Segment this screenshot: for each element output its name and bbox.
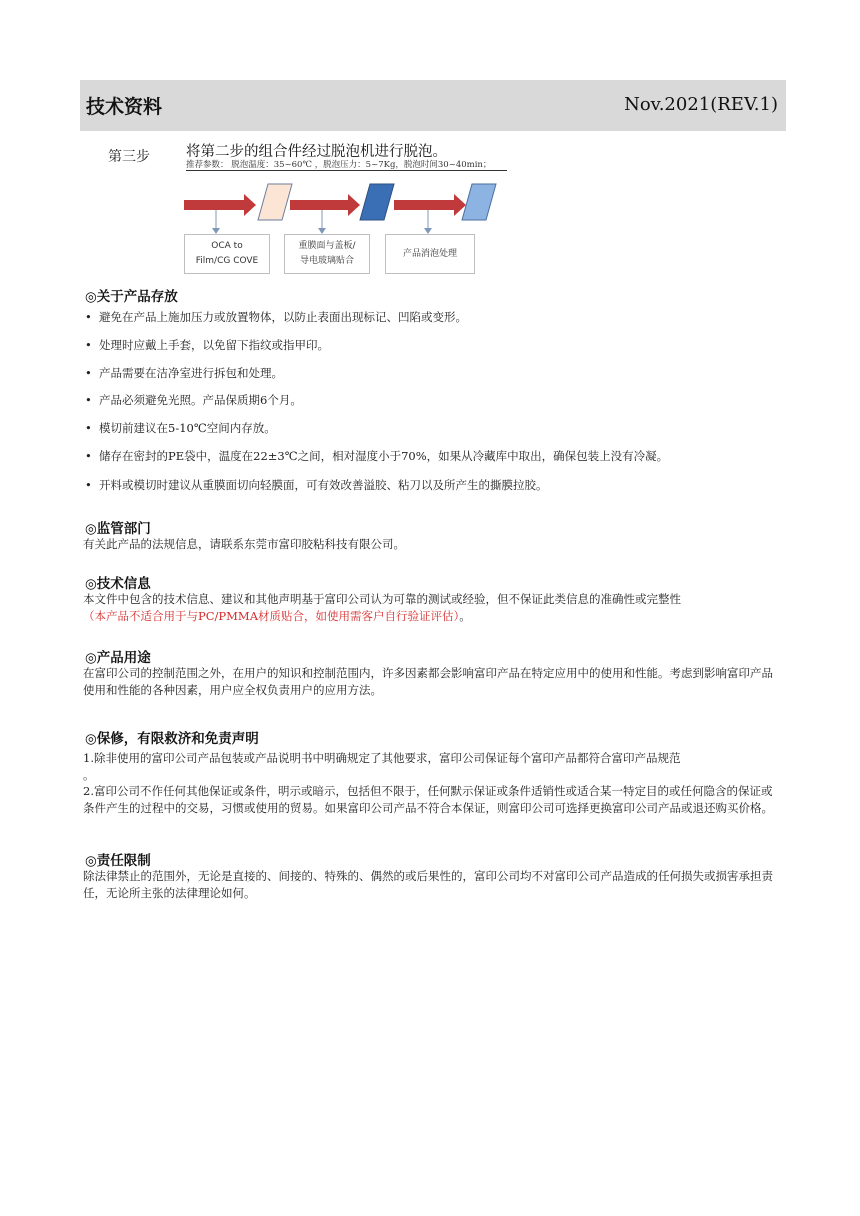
box-3-line1: 产品消泡处理 (402, 248, 457, 259)
stage-parallelogram-1 (258, 184, 292, 220)
techinfo-title: ◎技术信息 (85, 576, 151, 592)
storage-item (85, 448, 668, 464)
doc-title: 技术资料 (86, 96, 163, 118)
storage-item-text: 产品需要在洁净室进行拆包和处理。 (99, 366, 283, 380)
storage-item (85, 365, 283, 381)
warranty-title: ◎保修，有限救济和免责声明 (85, 731, 259, 747)
flow-arrow-2 (290, 194, 360, 216)
page-header (80, 80, 786, 131)
step-params: 推荐参数： 脱泡温度：35~60℃ ，脱泡压力：5~7Kg，脱泡时间30~40min； (186, 158, 507, 171)
storage-item (85, 337, 329, 353)
bullet-dot: • (85, 338, 92, 352)
techinfo-note-end: 。 (459, 609, 471, 623)
connector-1 (212, 210, 220, 234)
storage-item-text: 模切前建议在5-10℃空间内存放。 (99, 421, 276, 435)
storage-item-text: 开料或模切时建议从重膜面切向轻膜面，可有效改善溢胶、粘刀以及所产生的撕膜拉胶。 (99, 478, 548, 492)
box-2-line1: 重膜面与盖板/ (298, 241, 356, 251)
warranty-p1-end: 。 (83, 768, 95, 782)
storage-item (85, 392, 302, 408)
diagram-box-1 (184, 234, 270, 274)
bullet-dot: • (85, 449, 92, 463)
box-1-line2: Film/CG COVE (195, 256, 259, 266)
bullet-dot: • (85, 478, 92, 492)
connector-2 (318, 210, 326, 234)
diagram-box-3 (385, 234, 475, 274)
flow-arrow-1 (184, 194, 256, 216)
box-1-line1: OCA to (211, 241, 243, 251)
usage-text: 在富印公司的控制范围之外，在用户的知识和控制范围内，许多因素都会影响富印产品在特定应用中的使用和性能。考虑到影响富印产品使用和性能的各种因素，用户应全权负责用户的应用方法。 (83, 666, 773, 697)
bullet-dot: • (85, 421, 92, 435)
stage-parallelogram-3 (462, 184, 496, 220)
storage-item-text: 避免在产品上施加压力或放置物体，以防止表面出现标记、凹陷或变形。 (99, 310, 467, 324)
storage-item-text: 产品必须避免光照。产品保质期6个月。 (99, 393, 302, 407)
techinfo-text: 本文件中包含的技术信息、建议和其他声明基于富印公司认为可靠的测试或经验，但不保证此类信息的准确性或完整性 (83, 592, 681, 606)
connector-3 (424, 210, 432, 234)
process-flow-graphic (180, 176, 520, 236)
techinfo-warning-note: （本产品不适合用于与PC/PMMA材质贴合，如使用需客户自行验证评估） (83, 609, 460, 623)
stage-parallelogram-2 (360, 184, 394, 220)
liability-text: 除法律禁止的范围外，无论是直接的、间接的、特殊的、偶然的或后果性的，富印公司均不对富印公司产品造成的任何损失或损害承担责任，无论所主张的法律理论如何。 (83, 869, 773, 900)
regulatory-title: ◎监管部门 (85, 521, 151, 537)
bullet-dot: • (85, 393, 92, 407)
box-2-line2: 导电玻璃贴合 (299, 256, 354, 266)
regulatory-text: 有关此产品的法规信息，请联系东莞市富印胶粘科技有限公司。 (83, 537, 405, 551)
step-text: 将第二步的组合件经过脱泡机进行脱泡。 (186, 144, 447, 160)
storage-item (85, 309, 467, 325)
revision-label: Nov.2021(REV.1) (624, 94, 778, 115)
storage-title: ◎关于产品存放 (85, 289, 178, 305)
liability-title: ◎责任限制 (85, 853, 151, 869)
techinfo-paragraph (83, 591, 783, 625)
step-label: 第三步 (108, 149, 150, 165)
storage-item-text: 储存在密封的PE袋中，温度在22±3℃之间，相对湿度小于70%，如果从冷藏库中取出，确保包装上没有冷凝。 (99, 449, 669, 463)
warranty-p2: 2.富印公司不作任何其他保证或条件，明示或暗示，包括但不限于，任何默示保证或条件适销性或适合某一特定目的或任何隐含的保证或条件产生的过程中的交易，习惯或使用的贸易。如果富印公司产品不符合本保证，则富印公司可选择更换富印公司产品或退还购买价格。 (83, 784, 773, 815)
usage-title: ◎产品用途 (85, 650, 151, 666)
storage-item-text: 处理时应戴上手套，以免留下指纹或指甲印。 (99, 338, 329, 352)
storage-item (85, 477, 548, 493)
warranty-p1: 1.除非使用的富印公司产品包装或产品说明书中明确规定了其他要求，富印公司保证每个富印产品都符合富印产品规范 (83, 751, 681, 765)
bullet-dot: • (85, 366, 92, 380)
storage-item (85, 420, 276, 436)
flow-arrow-3 (394, 194, 466, 216)
diagram-box-2 (284, 234, 370, 274)
bullet-dot: • (85, 310, 92, 324)
